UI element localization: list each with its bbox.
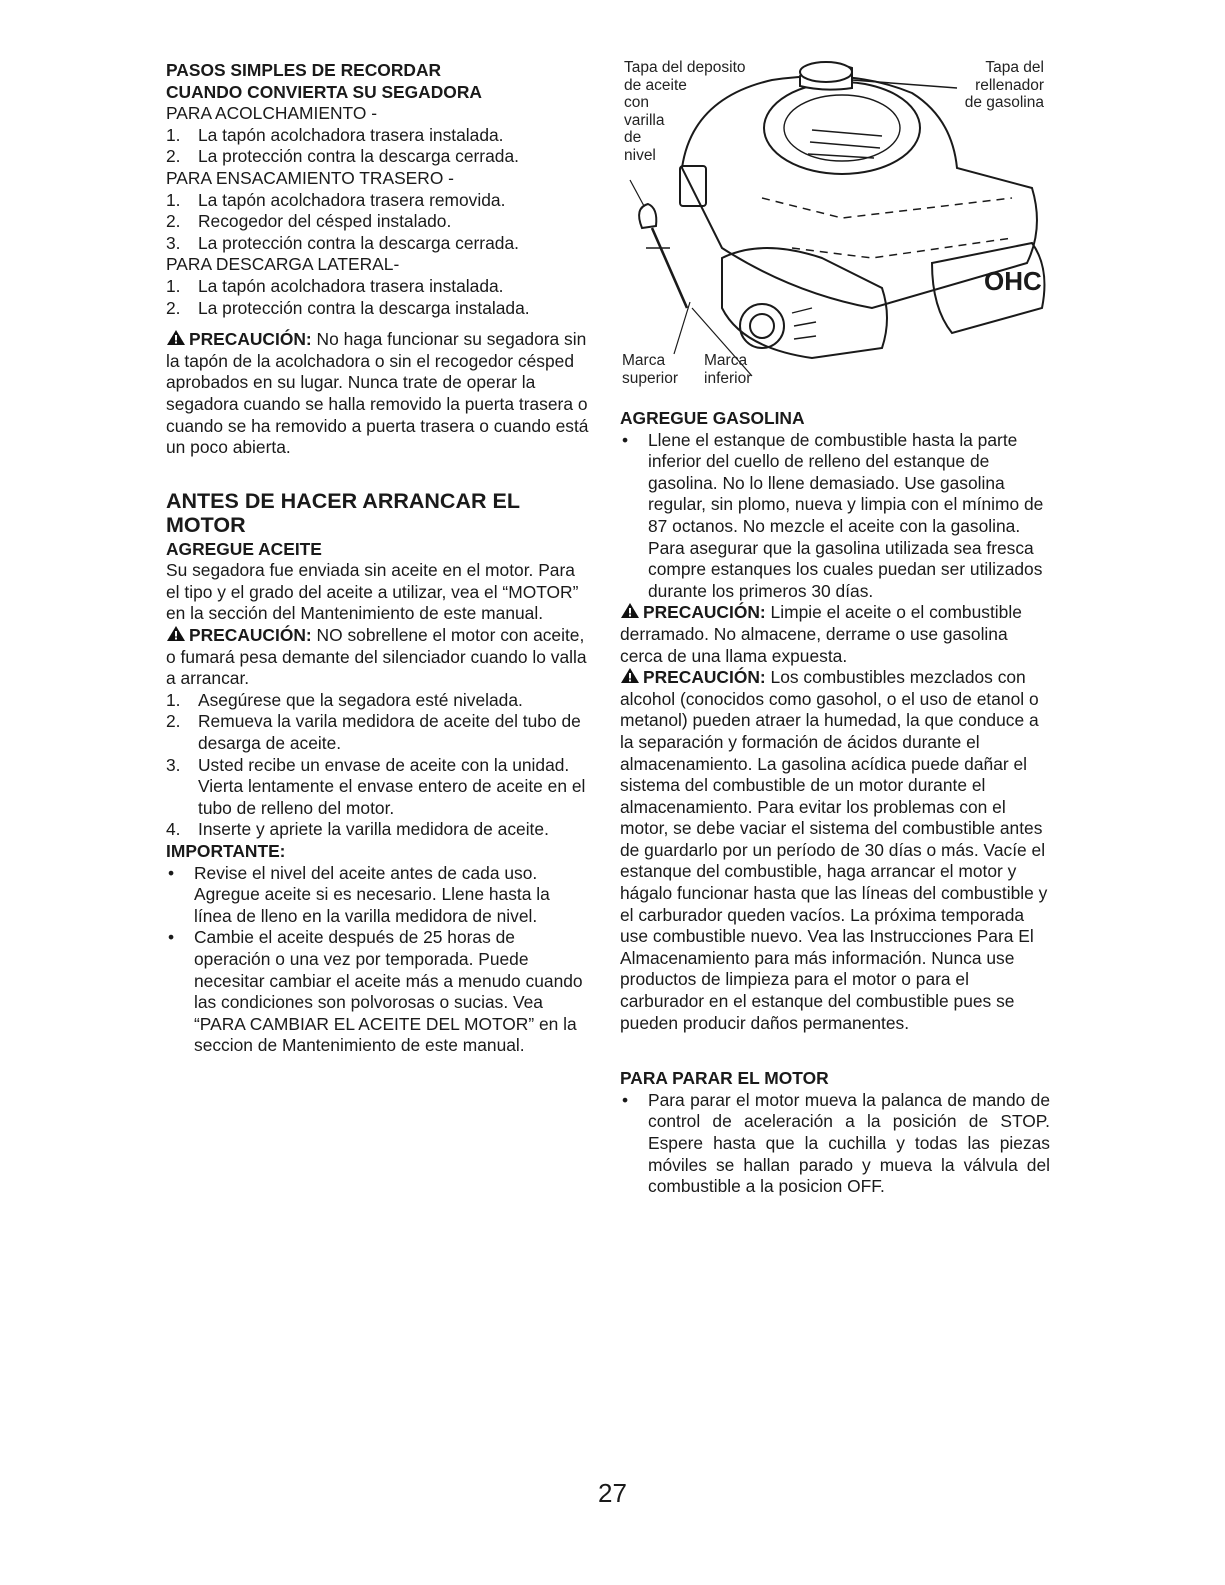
page-number: 27 [598, 1478, 627, 1508]
important-label: IMPORTANTE: [166, 841, 286, 861]
side-discharge-list [166, 276, 590, 319]
rear-bag-heading: PARA ENSACAMIENTO TRASERO - [166, 167, 454, 188]
gas-caution1-text: Limpie el aceite o el combustible derramado. No almacene, derrame o use gasolina cerca de una llama expuesta. [620, 602, 1022, 666]
gas-caution1-label: PRECAUCIÓN: [643, 602, 766, 623]
gas-caution1-paragraph [620, 602, 1050, 667]
caution-label: PRECAUCIÓN: [189, 329, 312, 350]
list-item: 3. La protección contra la descarga cerrada. [166, 232, 519, 253]
rear-bag-list [166, 190, 590, 255]
lower-mark-label: Marca inferior [704, 352, 752, 387]
gas-caution2-label: PRECAUCIÓN: [643, 667, 766, 688]
warning-icon [166, 625, 186, 642]
upper-mark-label: Marca superior [622, 352, 678, 387]
mulch-heading: PARA ACOLCHAMIENTO - [166, 103, 377, 124]
engine-diagram [612, 58, 1052, 388]
mulch-list [166, 125, 590, 168]
steps-title-line2: CUANDO CONVIERTA SU SEGADORA [166, 81, 482, 102]
add-oil-title: AGREGUE ACEITE [166, 538, 322, 559]
oil-steps-list [166, 690, 590, 841]
list-item: 2. La protección contra la descarga cerrada. [166, 146, 519, 167]
warning-icon [620, 602, 640, 619]
list-item: • Llene el estanque de combustible hasta la parte inferior del cuello de relleno del estanque de gasolina. No lo llene demasiado. Use gasolina regular, sin plomo, nueva y limpia con el mínimo de 87 octanos. No mezcle el aceite con la gasolina. Para asegurar que la gasolina utilizada sea fresca compre estanques los cuales puedan ser utilizados durante los primeros 30 días. [622, 429, 1044, 601]
add-gas-list [620, 430, 1050, 603]
list-item: 2. La protección contra la descarga instalada. [166, 297, 530, 318]
list-item: 2. Recogedor del césped instalado. [166, 211, 452, 232]
add-oil-text: Su segadora fue enviada sin aceite en el motor. Para el tipo y el grado del aceite a utilizar, vea el “MOTOR” en la sección del Mantenimiento de este manual. [166, 560, 579, 624]
warning-icon [620, 667, 640, 684]
stop-engine-list [620, 1090, 1050, 1198]
oil-caution-label: PRECAUCIÓN: [189, 625, 312, 646]
warning-icon [166, 329, 186, 346]
right-column [620, 408, 1050, 1198]
oil-caution-paragraph [166, 625, 590, 690]
list-item: 4. Inserte y apriete la varilla medidora de aceite. [166, 819, 549, 840]
important-list [166, 863, 590, 1057]
list-item: 1. La tapón acolchadora trasera removida. [166, 189, 506, 210]
ohc-logo: OHC [984, 266, 1042, 296]
caution-text: No haga funcionar su segadora sin la tapón de la acolchadora o sin el recogedor césped aprobados en su lugar. Nunca trate de operar la segadora cuando se halla removido la puerta trasera o cuando se ha removido a puerta trasera o cuando está un poco abierta. [166, 329, 589, 458]
section-title: ANTES DE HACER ARRANCAR EL MOTOR [166, 488, 520, 537]
list-item: 1. Asegúrese que la segadora esté nivelada. [166, 689, 523, 710]
list-item: • Cambie el aceite después de 25 horas de operación o una vez por temporada. Puede necesitar cambiar el aceite más a menudo cuando las condiciones son polvorosas o sucias. Vea “PARA CAMBIAR EL ACEITE DEL MOTOR” en la seccion de Mantenimiento de este manual. [168, 927, 583, 1056]
fuel-cap-label: Tapa del rellenador de gasolina [964, 59, 1044, 111]
list-item: • Para parar el motor mueva la palanca de mando de control de aceleración a la posición de STOP. Espere hasta que la cuchilla y todas las piezas móviles se hallan parado y mueva la válvula del combustible a la posicion OFF. [622, 1089, 1050, 1197]
oil-caution-text: NO sobrellene el motor con aceite, o fumará pesa demante del silenciador cuando lo valla a arrancar. [166, 625, 587, 689]
dipstick-cap-label: Tapa del deposito de aceite con varilla de nivel [624, 59, 746, 164]
caution-paragraph [166, 329, 590, 459]
list-item: 2. Remueva la varila medidora de aceite del tubo de desarga de aceite. [166, 711, 581, 754]
gas-caution2-paragraph [620, 667, 1050, 1034]
left-column [166, 60, 590, 1057]
side-discharge-heading: PARA DESCARGA LATERAL- [166, 254, 400, 275]
gas-caution2-text: Los combustibles mezclados con alcohol (conocidos como gasohol, o el uso de etanol o metanol) pueden atraer la humedad, la que conduce a la separación y formación de ácidos durante el almacenamiento. La gasolina acídica puede dañar el sistema del combustible de un motor durante el almacenamiento. Para evitar los problemas con el motor, se debe vaciar el sistema del combustible antes de guardarlo por un período de 30 días o más. Vacíe el estanque del combustible, haga arrancar el motor y hágalo funcionar hasta que las líneas del combustible y el carburador queden vacíos. La próxima temporada use combustible nuevo. Vea las Instrucciones Para El Almacenamiento para más información. Nunca use productos de limpieza para el motor o para el carburador en el estanque del combustible pues se pueden producir daños permanentes. [620, 667, 1048, 1033]
add-gas-title: AGREGUE GASOLINA [620, 408, 805, 428]
list-item: • Revise el nivel del aceite antes de cada uso. Agregue aceite si es necesario. Llene hasta la línea de lleno en la varilla medidora de nivel. [168, 862, 550, 926]
steps-title-line1: PASOS SIMPLES DE RECORDAR [166, 60, 442, 80]
list-item: 1. La tapón acolchadora trasera instalada. [166, 124, 504, 145]
stop-engine-title: PARA PARAR EL MOTOR [620, 1068, 829, 1089]
list-item: 1. La tapón acolchadora trasera instalada. [166, 275, 504, 296]
list-item: 3. Usted recibe un envase de aceite con la unidad. Vierta lentamente el envase entero de aceite en el tubo de relleno del motor. [166, 754, 586, 818]
